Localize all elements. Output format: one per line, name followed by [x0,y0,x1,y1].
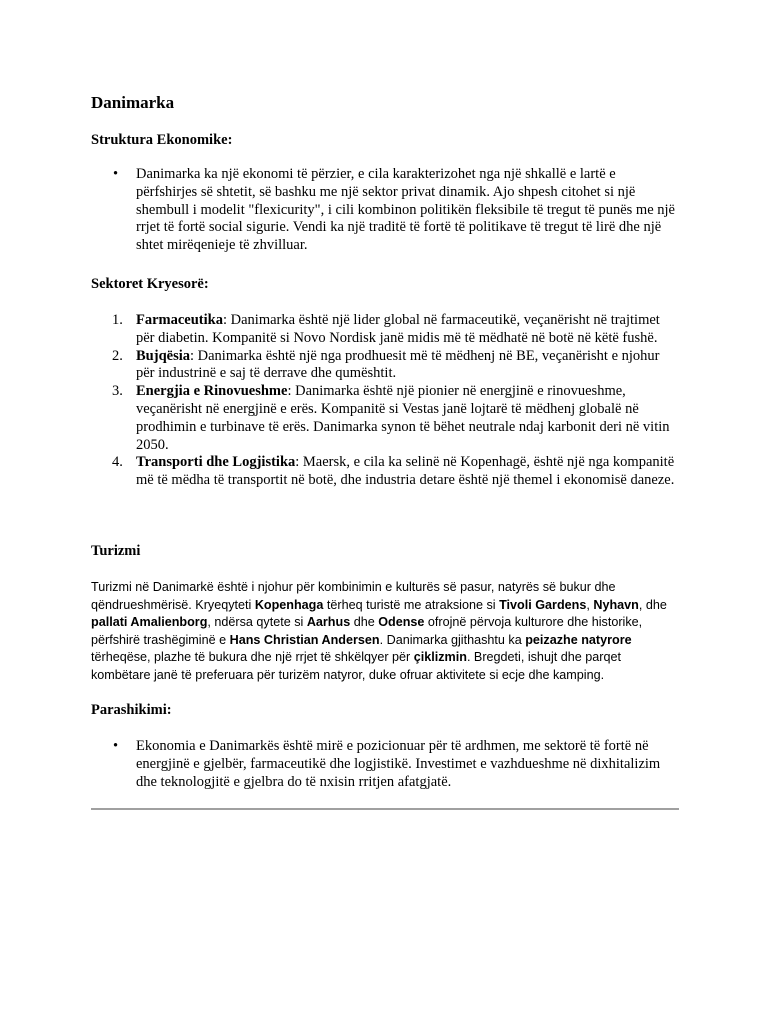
tourism-highlight: Nyhavn [593,597,639,612]
list-number: 3. [112,383,123,400]
tourism-paragraph [91,579,679,685]
sector-description: : Danimarka është një lider global në farmaceutikë, veçanërisht në trajtimet për diabetin. Kompanitë si Novo Nordisk janë midis më të mëdhatë në botë në këtë fushë. [136,312,660,346]
sector-description: : Maersk, e cila ka selinë në Kopenhagë, është një nga kompanitë më të mëdha të transportit në botë, dhe industria detare është një themel i ekonomisë daneze. [136,454,675,489]
key-sectors-heading: Sektoret Kryesorë: [91,276,209,292]
tourism-highlight: pallati Amalienborg [91,615,208,630]
list-item [91,312,679,348]
tourism-text: tërheq turistë me atraksione si [323,597,500,612]
tourism-text: ofrojnë përvoja kulturore dhe historike, përfshirë trashëgiminë e [91,615,643,647]
list-number: 2. [112,347,123,364]
tourism-text: . Danimarka gjithashtu ka [379,632,526,647]
list-number: 1. [112,312,123,328]
document-title: Danimarka [91,93,175,112]
horizontal-divider [91,808,679,810]
economic-structure-text: Danimarka ka një ekonomi të përzier, e cila karakterizohet nga një shkallë e lartë e përfshirjes së shtetit, së bashku me një sektor privat dinamik. Ajo shpesh citohet si një shembull i modelit "flexicurity", i cili kombinon politikën fleksibile të tregut të punës me një rrjet të fortë social sigurie. Vendi ka një traditë të fortë të politikave të tregut të lirë dhe një shtet mirëqenieje të zhvilluar. [136,166,675,254]
tourism-text: , [586,597,594,612]
tourism-highlight: Tivoli Gardens [499,597,587,612]
tourism-text: Turizmi në Danimarkë është i njohur për kombinimin e kulturës së pasur, natyrës së bukur dhe qëndrueshmërisë. Kryeqyteti [91,580,616,612]
economic-structure-heading: Struktura Ekonomike: [91,132,233,148]
sector-description: : Danimarka është një nga prodhuesit më të mëdhenj në BE, veçanërisht e njohur për industrinë e saj të derrave dhe qumështit. [136,347,660,382]
tourism-highlight: Aarhus [306,615,351,630]
list-item [91,738,679,791]
tourism-highlight: Hans Christian Andersen [229,632,380,647]
tourism-text: , dhe [638,597,667,612]
sector-description: : Danimarka është një pionier në energjinë e rinovueshme, veçanërisht në energjinë e erës. Kompanitë si Vestas janë lojtarë të mëdhenj globalë në prodhimin e turbinave të erës. Danimarka synon të bëhet neutrale ndaj karbonit deri në vitin 2050. [136,383,670,453]
sector-name: Transporti dhe Logjistika [136,454,296,471]
list-item [91,166,679,255]
tourism-text: . Bregdeti, ishujt dhe parqet kombëtare janë të preferuara për turizëm natyror, duke ofruar aktivitete si ecje dhe kamping. [91,650,621,682]
tourism-highlight: Odense [378,615,425,630]
tourism-highlight: Kopenhaga [254,597,324,612]
tourism-text: , ndërsa qytete si [207,615,307,630]
sector-name: Farmaceutika [136,312,223,328]
key-sectors-list [91,312,679,490]
sector-name: Energjia e Rinovueshme [136,383,288,400]
economic-structure-list [91,166,679,255]
tourism-text: dhe [350,615,379,630]
list-item [91,383,679,454]
tourism-heading: Turizmi [91,543,141,559]
outlook-heading: Parashikimi: [91,702,172,718]
list-number: 4. [112,454,123,471]
sector-name: Bujqësia [136,347,190,364]
tourism-text: tërheqëse, plazhe të bukura dhe një rrjet të shkëlqyer për [91,650,414,665]
outlook-list [91,738,679,791]
tourism-highlight: peizazhe natyrore [525,632,632,647]
tourism-highlight: çiklizmin [413,650,467,665]
list-item [91,454,679,490]
outlook-text: Ekonomia e Danimarkës është mirë e pozicionuar për të ardhmen, me sektorë të fortë në energjinë e gjelbër, farmaceutikë dhe logjistikë. Investimet e vazhdueshme në dixhitalizim dhe teknologjitë e gjelbra do të nxisin rritjen afatgjatë. [136,738,661,790]
list-item [91,348,679,384]
